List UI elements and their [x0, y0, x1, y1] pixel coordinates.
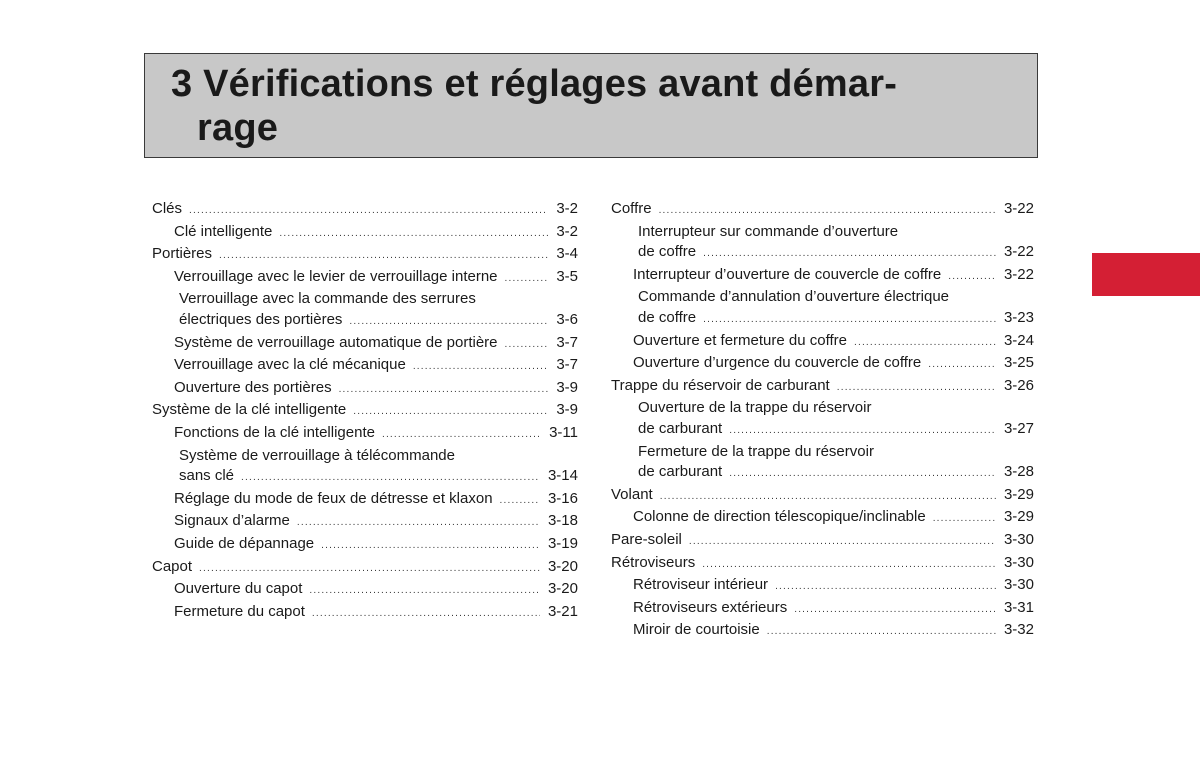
toc-entry-title: Miroir de courtoisie — [633, 621, 760, 639]
toc-left-column — [152, 199, 578, 624]
toc-subentry[interactable] — [152, 602, 578, 625]
toc-subentry[interactable] — [152, 289, 578, 332]
toc-entry-title: Commande d’annulation d’ouverture électrique — [638, 288, 950, 306]
toc-subentry[interactable] — [611, 353, 1034, 376]
toc-entry[interactable] — [611, 199, 1034, 222]
toc-page-number: 3-29 — [1003, 485, 1034, 503]
dot-leader — [339, 380, 549, 401]
dot-leader — [837, 378, 996, 399]
toc-page-number: 3-7 — [556, 333, 578, 351]
dot-leader — [933, 509, 996, 530]
toc-entry-title: Ouverture de la trappe du réservoir — [638, 399, 872, 417]
toc-subentry[interactable] — [611, 331, 1034, 354]
toc-entry[interactable] — [611, 485, 1034, 508]
toc-page-number: 3-22 — [1003, 200, 1034, 217]
toc-subentry[interactable] — [611, 287, 1034, 330]
toc-subentry[interactable] — [611, 222, 1034, 265]
toc-entry[interactable] — [152, 400, 578, 423]
dot-leader — [660, 487, 996, 508]
toc-subentry[interactable] — [152, 222, 578, 245]
toc-page-number: 3-6 — [556, 310, 578, 328]
toc-entry[interactable] — [152, 557, 578, 580]
dot-leader — [703, 310, 996, 331]
toc-entry-title: Système de la clé intelligente — [152, 401, 347, 419]
toc-entry-title: Interrupteur d’ouverture de couvercle de coffre — [633, 265, 942, 283]
dot-leader — [702, 555, 996, 576]
toc-subentry[interactable] — [152, 378, 578, 401]
toc-page-number: 3-2 — [556, 200, 578, 217]
toc-entry-title: Ouverture du capot — [174, 580, 303, 598]
toc-entry-title: Clés — [152, 200, 183, 217]
toc-entry-title: Système de verrouillage automatique de portière — [174, 333, 498, 351]
dot-leader — [241, 468, 540, 489]
toc-entry-title: Fermeture de la trappe du réservoir — [638, 442, 874, 460]
toc-entry-title: Pare-soleil — [611, 530, 682, 548]
toc-subentry[interactable] — [152, 333, 578, 356]
toc-entry-title: Ouverture des portières — [174, 378, 332, 396]
toc-entry-title: Verrouillage avec la commande des serrures — [179, 290, 476, 308]
toc-entry-title: Système de verrouillage à télécommande — [179, 446, 455, 464]
toc-page-number: 3-30 — [1003, 553, 1034, 571]
chapter-title-line-1: 3 Vérifications et réglages avant démar- — [171, 63, 898, 105]
toc-subentry[interactable] — [152, 511, 578, 534]
toc-page-number: 3-5 — [556, 267, 578, 285]
dot-leader — [729, 464, 996, 485]
dot-leader — [353, 402, 548, 423]
toc-entry-title-cont: de coffre — [638, 243, 697, 261]
toc-subentry[interactable] — [611, 265, 1034, 288]
dot-leader — [312, 604, 540, 625]
toc-entry-title: Signaux d’alarme — [174, 512, 290, 530]
chapter-banner — [144, 53, 1038, 158]
toc-page-number: 3-32 — [1003, 621, 1034, 639]
toc-entry-title-cont: de coffre — [638, 308, 697, 326]
toc-entry[interactable] — [611, 376, 1034, 399]
dot-leader — [928, 355, 996, 376]
toc-entry-title: Clé intelligente — [174, 222, 273, 240]
dot-leader — [854, 333, 996, 354]
toc-page-number: 3-20 — [547, 557, 578, 575]
toc-right-column — [611, 199, 1034, 643]
toc-page-number: 3-22 — [1003, 265, 1034, 283]
toc-page-number: 3-2 — [556, 222, 578, 240]
chapter-title-line-2: rage — [197, 107, 279, 149]
toc-entry-title: Fonctions de la clé intelligente — [174, 423, 375, 441]
dot-leader — [309, 581, 540, 602]
toc-entry-title: Capot — [152, 557, 193, 575]
toc-page-number: 3-16 — [547, 489, 578, 507]
toc-entry-title: Coffre — [611, 200, 652, 217]
toc-entry[interactable] — [611, 553, 1034, 576]
dot-leader — [729, 421, 996, 442]
toc-entry-title: Rétroviseurs — [611, 553, 696, 571]
dot-leader — [689, 532, 996, 553]
toc-entry[interactable] — [152, 199, 578, 222]
dot-leader — [794, 600, 996, 621]
toc-entry-title: Rétroviseur intérieur — [633, 576, 769, 594]
dot-leader — [948, 267, 996, 288]
toc-page-number: 3-30 — [1003, 576, 1034, 594]
toc-subentry[interactable] — [152, 579, 578, 602]
toc-entry-title: Verrouillage avec la clé mécanique — [174, 356, 406, 374]
toc-entry-title-cont: sans clé — [179, 467, 235, 485]
toc-subentry[interactable] — [611, 442, 1034, 485]
toc-page-number: 3-27 — [1003, 419, 1034, 437]
toc-page-number: 3-4 — [556, 245, 578, 263]
toc-subentry[interactable] — [611, 398, 1034, 441]
toc-page-number: 3-19 — [547, 534, 578, 552]
dot-leader — [382, 425, 541, 446]
toc-page-number: 3-14 — [547, 467, 578, 485]
toc-page-number: 3-23 — [1003, 308, 1034, 326]
toc-entry-title: Volant — [611, 485, 653, 503]
toc-entry-title: Ouverture et fermeture du coffre — [633, 331, 847, 349]
dot-leader — [505, 335, 549, 356]
toc-page-number: 3-31 — [1003, 598, 1034, 616]
section-tab-marker — [1092, 253, 1200, 296]
toc-entry-title: Interrupteur sur commande d’ouverture — [638, 222, 899, 240]
toc-entry-title: Trappe du réservoir de carburant — [611, 376, 830, 394]
dot-leader — [775, 577, 996, 598]
toc-subentry[interactable] — [152, 355, 578, 378]
toc-entry-title: Guide de dépannage — [174, 534, 315, 552]
dot-leader — [321, 536, 540, 557]
toc-subentry[interactable] — [152, 489, 578, 512]
toc-subentry[interactable] — [611, 598, 1034, 621]
toc-page-number: 3-21 — [547, 602, 578, 620]
toc-entry-title: Portières — [152, 245, 213, 263]
toc-page-number: 3-18 — [547, 512, 578, 530]
toc-page-number: 3-25 — [1003, 354, 1034, 372]
toc-entry-title-cont: de carburant — [638, 463, 723, 481]
dot-leader — [703, 244, 996, 265]
toc-page-number: 3-24 — [1003, 331, 1034, 349]
toc-entry[interactable] — [611, 530, 1034, 553]
dot-leader — [199, 559, 540, 580]
toc-entry-title-cont: électriques des portières — [179, 310, 343, 328]
toc-page-number: 3-9 — [556, 378, 578, 396]
toc-subentry[interactable] — [611, 507, 1034, 530]
dot-leader — [413, 357, 549, 378]
toc-subentry[interactable] — [611, 575, 1034, 598]
dot-leader — [297, 513, 540, 534]
toc-page-number: 3-30 — [1003, 530, 1034, 548]
toc-page-number: 3-7 — [556, 356, 578, 374]
dot-leader — [349, 312, 548, 333]
toc-entry-title-cont: de carburant — [638, 419, 723, 437]
dot-leader — [189, 201, 548, 222]
toc-entry-title: Colonne de direction télescopique/inclinable — [633, 508, 926, 526]
toc-subentry[interactable] — [152, 534, 578, 557]
toc-page-number: 3-9 — [556, 401, 578, 419]
toc-entry-title: Fermeture du capot — [174, 602, 305, 620]
dot-leader — [219, 246, 548, 267]
dot-leader — [659, 201, 996, 222]
toc-subentry[interactable] — [152, 423, 578, 446]
toc-page-number: 3-22 — [1003, 243, 1034, 261]
chapter-title — [171, 62, 897, 150]
toc-entry[interactable] — [152, 244, 578, 267]
dot-leader — [767, 622, 996, 643]
toc-page-number: 3-11 — [549, 423, 578, 441]
toc-page-number: 3-26 — [1003, 376, 1034, 394]
dot-leader — [500, 491, 540, 512]
toc-subentry[interactable] — [152, 446, 578, 489]
dot-leader — [505, 269, 549, 290]
toc-entry-title: Rétroviseurs extérieurs — [633, 598, 788, 616]
toc-page-number: 3-29 — [1003, 508, 1034, 526]
toc-entry-title: Réglage du mode de feux de détresse et klaxon — [174, 489, 493, 507]
toc-page-number: 3-20 — [547, 580, 578, 598]
toc-page-number: 3-28 — [1003, 463, 1034, 481]
toc-entry-title: Ouverture d’urgence du couvercle de coffre — [633, 354, 922, 372]
toc-subentry[interactable] — [152, 267, 578, 290]
toc-subentry[interactable] — [611, 620, 1034, 643]
dot-leader — [279, 224, 548, 245]
toc-entry-title: Verrouillage avec le levier de verrouillage interne — [174, 267, 498, 285]
